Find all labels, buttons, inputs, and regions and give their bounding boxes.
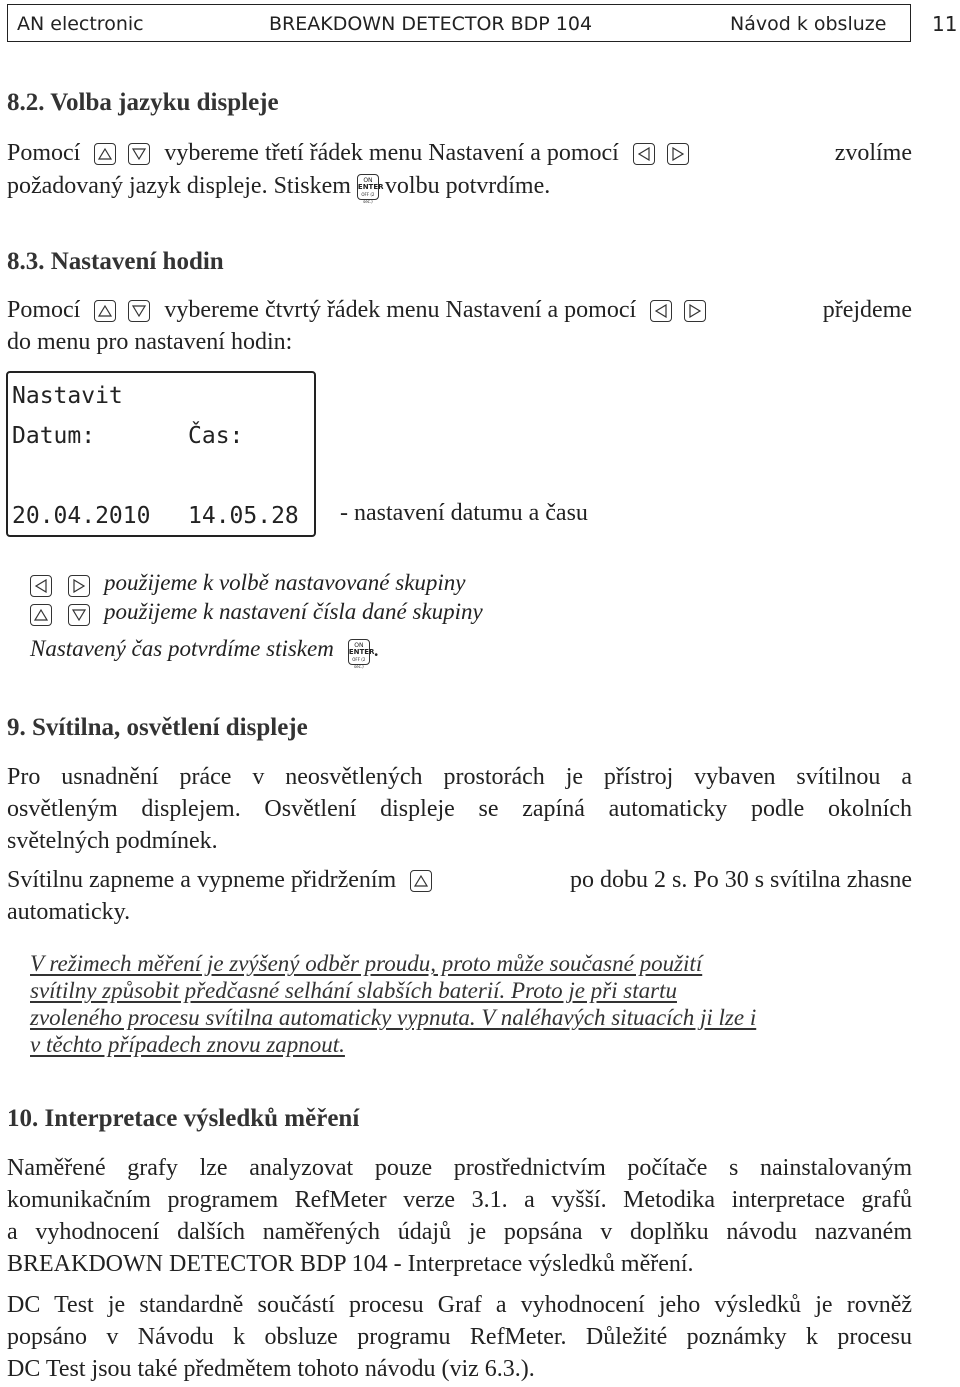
lcd-date-value: 20.04.2010 <box>12 503 151 529</box>
hint-row-2 <box>30 599 483 626</box>
left-arrow-icon <box>633 143 655 165</box>
s83-text-c: přejdeme <box>822 297 912 323</box>
lcd-time-value: 14.05.28 <box>188 503 299 529</box>
s10-p2-l1: DC Test je standardně součástí procesu Graf a vyhodnocení jeho výsledků je rovněž <box>7 1292 912 1318</box>
s82-line2 <box>7 170 551 205</box>
s10-p1-l1: Naměřené grafy lze analyzovat pouze prostřednictvím počítače s nainstalovaným <box>7 1155 912 1181</box>
s9-note-l3: zvoleného procesu svítilna automaticky vypnuta. V naléhavých situacích ji lze i <box>30 1005 757 1030</box>
s9-note-l1: V režimech měření je zvýšený odběr proudu, proto může současné použití <box>30 951 703 976</box>
up-arrow-icon <box>30 604 52 626</box>
hint3-end: . <box>373 636 380 661</box>
up-arrow-icon <box>94 300 116 322</box>
s10-p2-l2: popsáno v Návodu k obsluze programu RefMeter. Důležité poznámky k procesu <box>7 1324 912 1350</box>
s9-p2-l1 <box>7 864 912 896</box>
lcd-time-label: Čas: <box>188 423 244 449</box>
section-8-2-title: 8.2. Volba jazyku displeje <box>7 89 279 116</box>
lcd-date-label: Datum: <box>12 423 96 449</box>
header-company: AN electronic <box>17 13 144 35</box>
s9-p2-b: po dobu 2 s. Po 30 s svítilna zhasne <box>570 867 912 893</box>
s82-l2-a: požadovaný jazyk displeje. Stiskem <box>7 173 351 199</box>
s10-p1-l4: BREAKDOWN DETECTOR BDP 104 - Interpretace výsledků měření. <box>7 1251 694 1277</box>
left-arrow-icon <box>650 300 672 322</box>
hint3-text: Nastavený čas potvrdíme stiskem <box>30 636 334 661</box>
lcd-line1: Nastavit <box>12 383 123 409</box>
section-10-title: 10. Interpretace výsledků měření <box>7 1105 360 1132</box>
hint-row-3 <box>30 636 380 670</box>
right-arrow-icon <box>68 575 90 597</box>
down-arrow-icon <box>128 143 150 165</box>
up-arrow-icon <box>410 870 432 892</box>
s9-p2-l2: automaticky. <box>7 899 131 925</box>
s9-p2-a: Svítilnu zapneme a vypneme přidržením <box>7 867 397 893</box>
s82-text-a: Pomocí <box>7 140 81 166</box>
s9-p1-l2: osvětleným displejem. Osvětlení displeje se zapíná automaticky podle okolních <box>7 796 912 822</box>
header-doc-title: Návod k obsluze <box>730 13 887 35</box>
s9-p1-l3: světelných podmínek. <box>7 828 218 854</box>
s82-l2-b: volbu potvrdíme. <box>384 173 551 199</box>
right-arrow-icon <box>667 143 689 165</box>
s9-p1-l1: Pro usnadnění práce v neosvětlených prostorách je přístroj vybaven svítilnou a <box>7 764 912 790</box>
down-arrow-icon <box>128 300 150 322</box>
s83-line2: do menu pro nastavení hodin: <box>7 329 293 355</box>
down-arrow-icon <box>68 604 90 626</box>
right-arrow-icon <box>684 300 706 322</box>
lcd-note: - nastavení datumu a času <box>340 500 588 526</box>
header-product: BREAKDOWN DETECTOR BDP 104 <box>269 13 593 35</box>
page-number: 11 <box>932 12 958 36</box>
section-8-3-title: 8.3. Nastavení hodin <box>7 248 224 275</box>
s10-p1-l2: komunikačním programem RefMeter verze 3.1. a vyšší. Metodika interpretace grafů <box>7 1187 912 1213</box>
hint-row-1 <box>30 570 466 597</box>
enter-key-icon: ON ENTER OFF (2 sec.) <box>357 174 379 200</box>
section-9-title: 9. Svítilna, osvětlení displeje <box>7 714 308 741</box>
s9-note-l2: svítilny způsobit předčasné selhání slabších baterií. Proto je při startu <box>30 978 677 1003</box>
s83-text-b: vybereme čtvrtý řádek menu Nastavení a pomocí <box>164 297 637 323</box>
s82-text-b: vybereme třetí řádek menu Nastavení a pomocí <box>164 140 619 166</box>
lcd-display <box>6 371 316 537</box>
enter-key-icon: ON ENTER OFF (2 sec.) <box>348 639 370 665</box>
hint1-text: použijeme k volbě nastavované skupiny <box>104 570 466 595</box>
left-arrow-icon <box>30 575 52 597</box>
s83-line1 <box>7 294 912 326</box>
s82-text-c: zvolíme <box>834 140 912 166</box>
s83-text-a: Pomocí <box>7 297 81 323</box>
s82-line1 <box>7 137 912 169</box>
page-header <box>7 4 911 42</box>
s10-p2-l3: DC Test jsou také předmětem tohoto návodu (viz 6.3.). <box>7 1356 535 1382</box>
up-arrow-icon <box>94 143 116 165</box>
s10-p1-l3: a vyhodnocení dalších naměřených údajů je popsána v doplňku návodu nazvaném <box>7 1219 912 1245</box>
hint2-text: použijeme k nastavení čísla dané skupiny <box>104 599 483 624</box>
s9-note <box>30 950 756 1058</box>
s9-note-l4: v těchto případech znovu zapnout. <box>30 1032 345 1057</box>
